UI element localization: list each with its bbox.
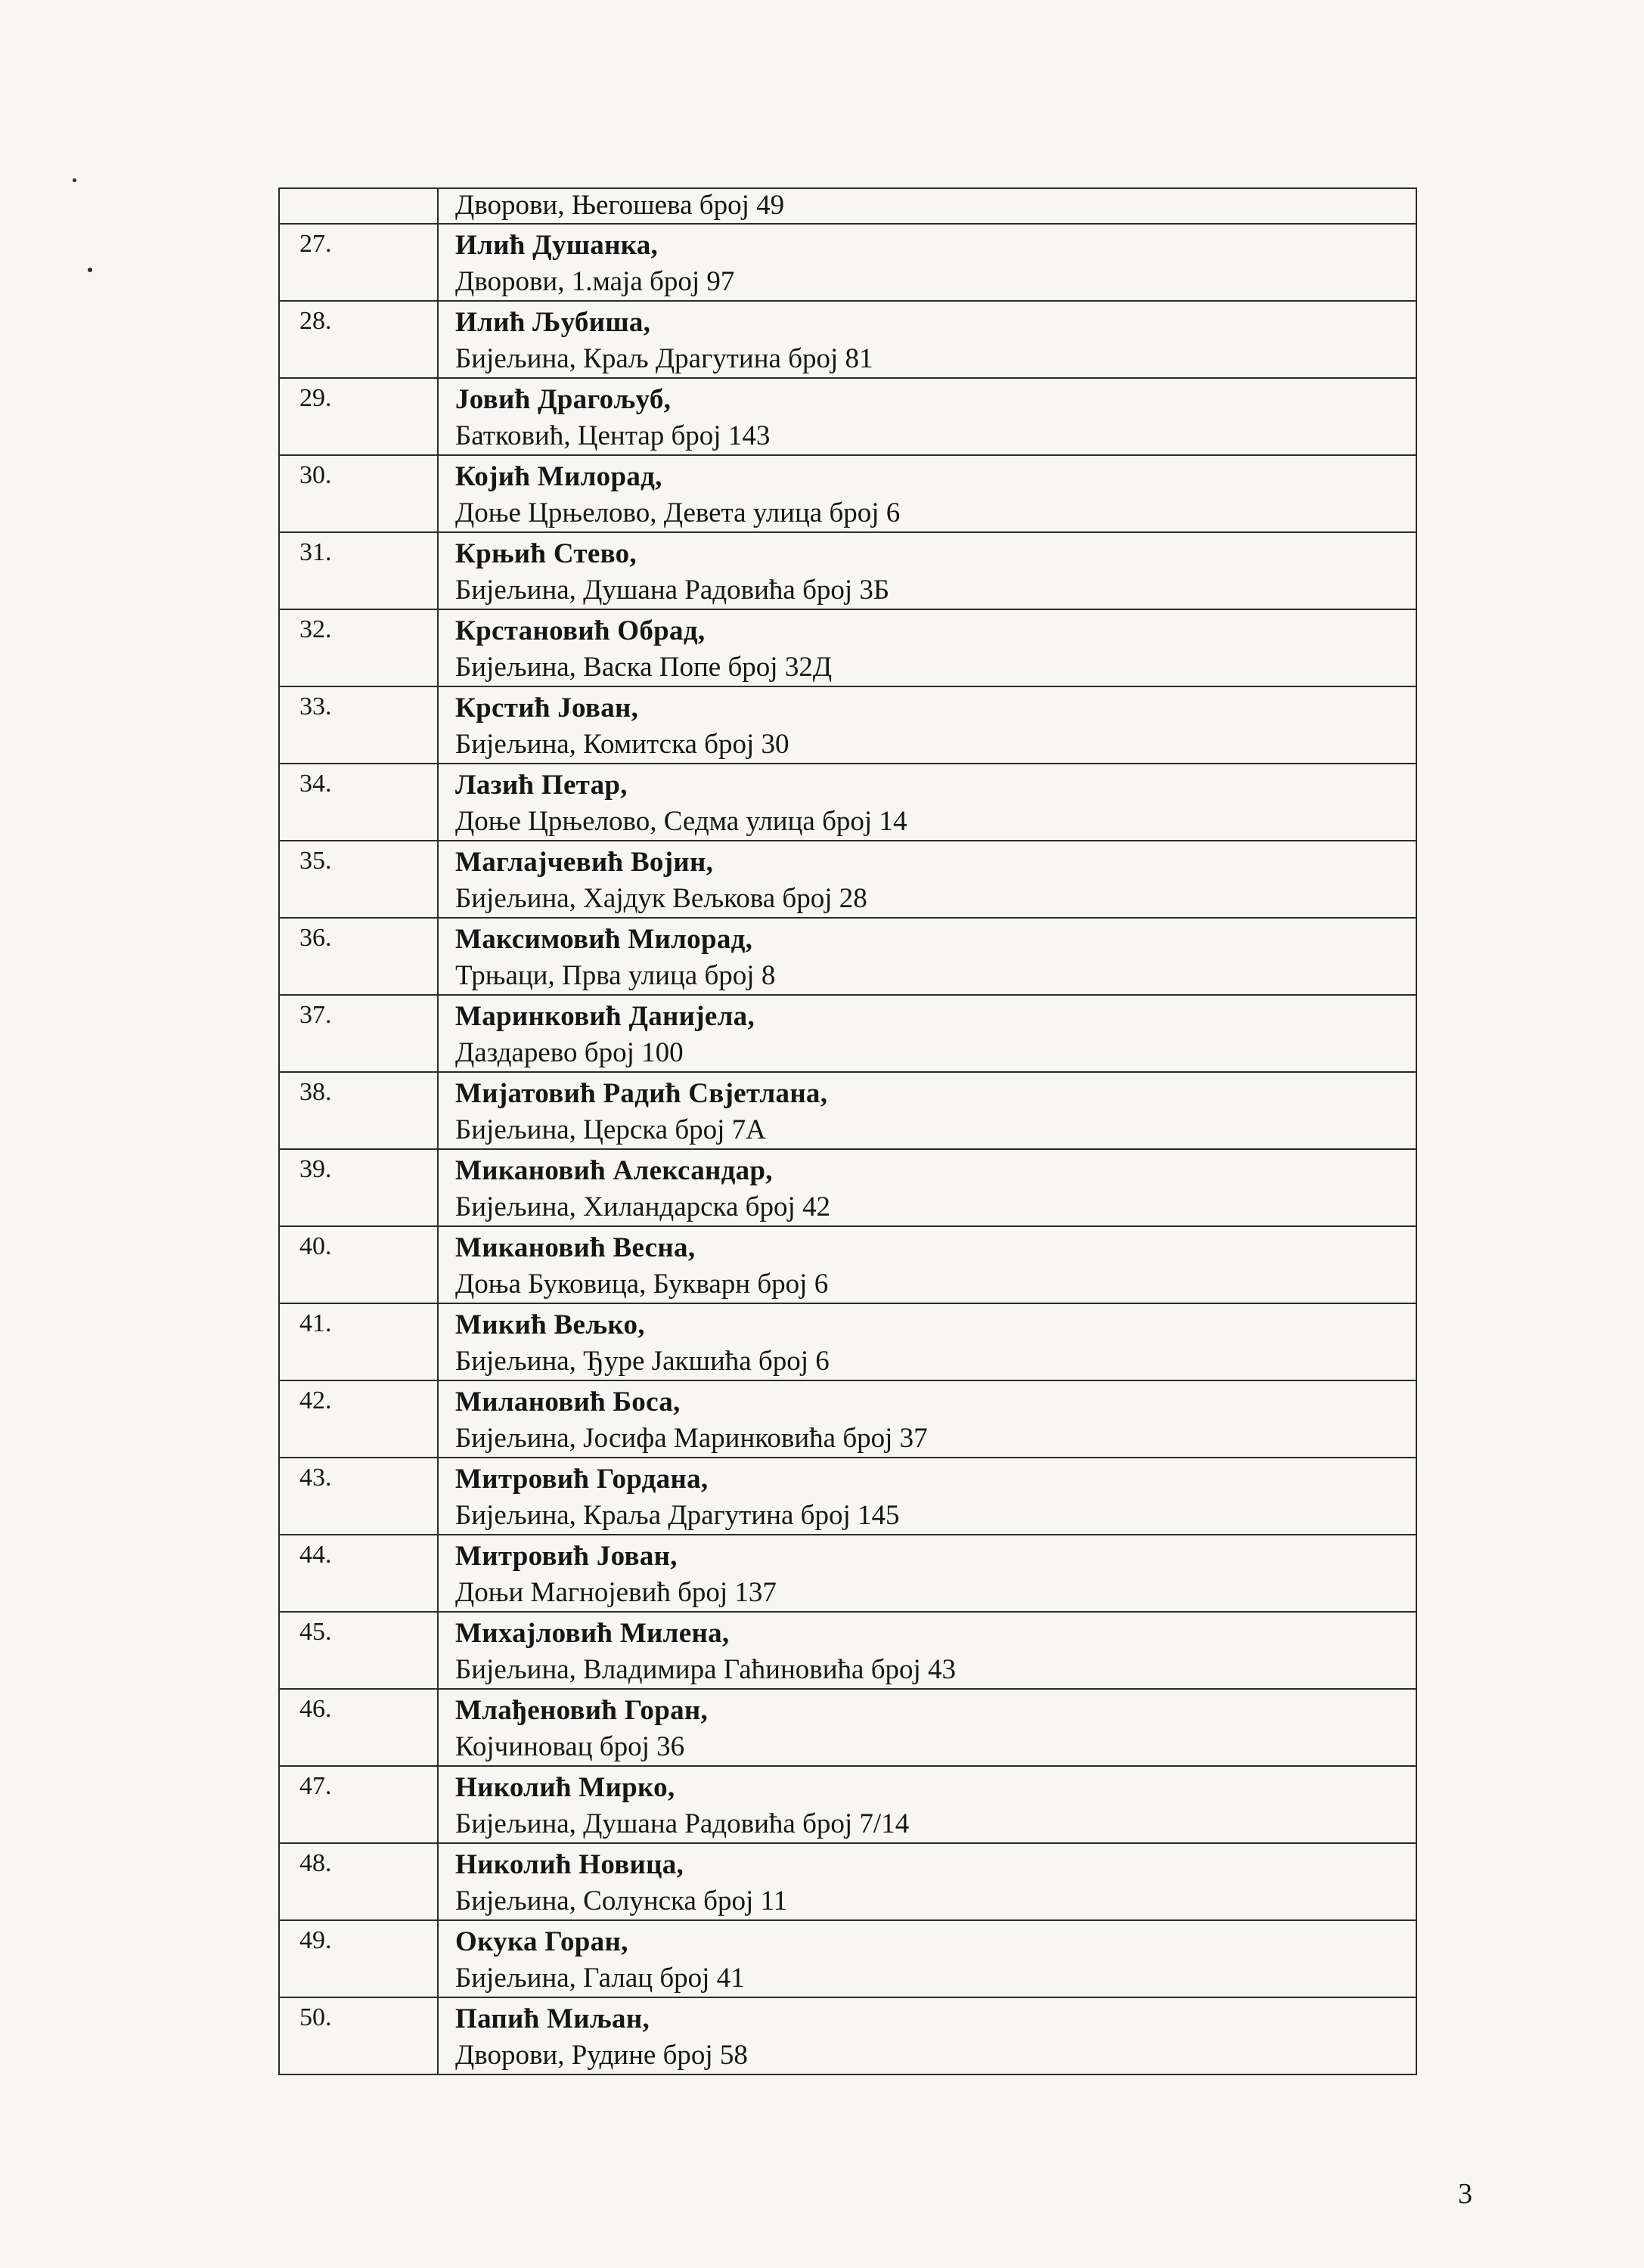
person-name: Крстановић Обрад, xyxy=(455,615,706,646)
person-address: Бијељина, Владимира Гаћиновића број 43 xyxy=(455,1654,957,1685)
entry-number: 45. xyxy=(279,1612,438,1689)
entry-cell xyxy=(438,841,1416,918)
person-address: Бијељина, Церска број 7А xyxy=(455,1114,766,1145)
person-name: Милановић Боса, xyxy=(455,1387,681,1418)
person-address: Доња Буковица, Букварн број 6 xyxy=(455,1269,829,1300)
entry-number: 44. xyxy=(279,1535,438,1612)
person-address: Трњаци, Прва улица број 8 xyxy=(455,960,776,991)
continued-address: Дворови, Његошева број 49 xyxy=(455,190,785,221)
person-name: Мијатовић Радић Свјетлана, xyxy=(455,1078,828,1109)
entry-cell xyxy=(438,1612,1416,1689)
entry-number: 27. xyxy=(279,224,438,301)
person-address: Бијељина, Хиландарска број 42 xyxy=(455,1191,830,1222)
person-name: Микић Вељко, xyxy=(455,1309,645,1340)
number-cell xyxy=(279,188,438,224)
table-row xyxy=(279,1689,1416,1766)
entry-cell xyxy=(438,1535,1416,1612)
person-address: Бијељина, Ђуре Јакшића број 6 xyxy=(455,1346,830,1377)
person-name: Митровић Гордана, xyxy=(455,1464,709,1495)
person-name: Николић Новица, xyxy=(455,1849,684,1880)
person-name: Максимовић Милорад, xyxy=(455,924,753,955)
entry-cell xyxy=(438,1766,1416,1843)
table-row xyxy=(279,1226,1416,1303)
table-row xyxy=(279,1997,1416,2074)
table-row xyxy=(279,764,1416,841)
entry-number: 39. xyxy=(279,1149,438,1226)
person-name: Млађеновић Горан, xyxy=(455,1695,709,1726)
entry-number: 50. xyxy=(279,1997,438,2074)
entry-number: 46. xyxy=(279,1689,438,1766)
table-row xyxy=(279,995,1416,1072)
table-row xyxy=(279,532,1416,609)
entry-number: 38. xyxy=(279,1072,438,1149)
table-row xyxy=(279,1380,1416,1458)
entry-number: 36. xyxy=(279,918,438,995)
entry-cell xyxy=(438,918,1416,995)
person-address: Дворови, Рудине број 58 xyxy=(455,2040,748,2071)
person-address: Даздарево број 100 xyxy=(455,1037,684,1068)
person-name: Којић Милорад, xyxy=(455,461,662,492)
person-address: Бијељина, Душана Радовића број 7/14 xyxy=(455,1808,910,1839)
table-row xyxy=(279,224,1416,301)
entry-number: 42. xyxy=(279,1380,438,1458)
entry-number: 33. xyxy=(279,686,438,764)
entry-number: 34. xyxy=(279,764,438,841)
entry-cell xyxy=(438,764,1416,841)
person-address: Бијељина, Краља Драгутина број 145 xyxy=(455,1500,900,1531)
entry-cell xyxy=(438,378,1416,455)
entry-number: 32. xyxy=(279,609,438,686)
entry-number: 35. xyxy=(279,841,438,918)
person-name: Маглајчевић Војин, xyxy=(455,847,714,878)
entry-cell xyxy=(438,1997,1416,2074)
table-row xyxy=(279,1458,1416,1535)
entry-cell xyxy=(438,995,1416,1072)
entry-number: 40. xyxy=(279,1226,438,1303)
table-row xyxy=(279,686,1416,764)
table-row xyxy=(279,841,1416,918)
person-address: Бијељина, Галац број 41 xyxy=(455,1963,745,1994)
person-name: Јовић Драгољуб, xyxy=(455,384,672,415)
person-name: Илић Душанка, xyxy=(455,230,659,261)
person-name: Николић Мирко, xyxy=(455,1772,675,1803)
entry-cell xyxy=(438,1380,1416,1458)
entry-cell xyxy=(438,1226,1416,1303)
table-row xyxy=(279,1766,1416,1843)
person-name: Илић Љубиша, xyxy=(455,307,651,338)
person-address: Доњи Магнојевић број 137 xyxy=(455,1577,777,1608)
person-name: Крњић Стево, xyxy=(455,538,637,569)
entry-cell xyxy=(438,609,1416,686)
entry-cell xyxy=(438,301,1416,378)
table-row xyxy=(279,1072,1416,1149)
person-name: Маринковић Данијела, xyxy=(455,1001,755,1032)
entry-cell xyxy=(438,532,1416,609)
person-address: Бијељина, Душана Радовића број 3Б xyxy=(455,575,890,606)
entry-cell xyxy=(438,1303,1416,1380)
person-address: Бијељина, Солунска број 11 xyxy=(455,1885,788,1916)
person-name: Митровић Јован, xyxy=(455,1541,678,1572)
table-row xyxy=(279,1303,1416,1380)
entry-cell xyxy=(438,1920,1416,1997)
table-row xyxy=(279,1149,1416,1226)
roster-table xyxy=(278,187,1417,2075)
entry-cell xyxy=(438,1458,1416,1535)
table-row xyxy=(279,609,1416,686)
person-address: Бијељина, Краљ Драгутина број 81 xyxy=(455,343,873,374)
table-row xyxy=(279,1535,1416,1612)
scan-speck xyxy=(88,268,92,272)
person-name: Михајловић Милена, xyxy=(455,1618,730,1649)
entry-number: 43. xyxy=(279,1458,438,1535)
entry-number: 48. xyxy=(279,1843,438,1920)
person-address: Доње Црњелово, Седма улица број 14 xyxy=(455,806,907,837)
entry-cell xyxy=(438,455,1416,532)
person-address: Батковић, Центар број 143 xyxy=(455,420,771,451)
entry-number: 28. xyxy=(279,301,438,378)
entry-cell xyxy=(438,686,1416,764)
entry-number: 47. xyxy=(279,1766,438,1843)
table-row xyxy=(279,1920,1416,1997)
entry-cell xyxy=(438,188,1416,224)
entry-cell xyxy=(438,1072,1416,1149)
entry-cell xyxy=(438,224,1416,301)
table-row xyxy=(279,1612,1416,1689)
entry-number: 29. xyxy=(279,378,438,455)
entry-cell xyxy=(438,1843,1416,1920)
table-row xyxy=(279,301,1416,378)
person-name: Крстић Јован, xyxy=(455,692,639,723)
table-row xyxy=(279,378,1416,455)
entry-number: 37. xyxy=(279,995,438,1072)
person-address: Бијељина, Јосифа Маринковића број 37 xyxy=(455,1423,928,1454)
entry-cell xyxy=(438,1689,1416,1766)
person-name: Окука Горан, xyxy=(455,1926,628,1957)
person-address: Бијељина, Хајдук Вељкова број 28 xyxy=(455,883,867,914)
scan-speck xyxy=(73,178,76,182)
person-name: Лазић Петар, xyxy=(455,770,628,801)
entry-number: 31. xyxy=(279,532,438,609)
person-address: Бијељина, Комитска број 30 xyxy=(455,729,789,760)
entry-number: 41. xyxy=(279,1303,438,1380)
table-row xyxy=(279,918,1416,995)
table-row xyxy=(279,1843,1416,1920)
roster-body xyxy=(279,188,1416,2074)
entry-number: 30. xyxy=(279,455,438,532)
person-address: Дворови, 1.маја број 97 xyxy=(455,266,735,297)
person-name: Микановић Весна, xyxy=(455,1232,696,1263)
person-address: Бијељина, Васка Попе број 32Д xyxy=(455,652,833,683)
person-address: Којчиновац број 36 xyxy=(455,1731,685,1762)
entry-number: 49. xyxy=(279,1920,438,1997)
person-address: Доње Црњелово, Девета улица број 6 xyxy=(455,497,901,528)
table-row xyxy=(279,455,1416,532)
person-name: Микановић Александар, xyxy=(455,1155,773,1186)
person-name: Папић Миљан, xyxy=(455,2003,650,2034)
table-row-continued xyxy=(279,188,1416,224)
page-number: 3 xyxy=(1458,2178,1472,2210)
entry-cell xyxy=(438,1149,1416,1226)
